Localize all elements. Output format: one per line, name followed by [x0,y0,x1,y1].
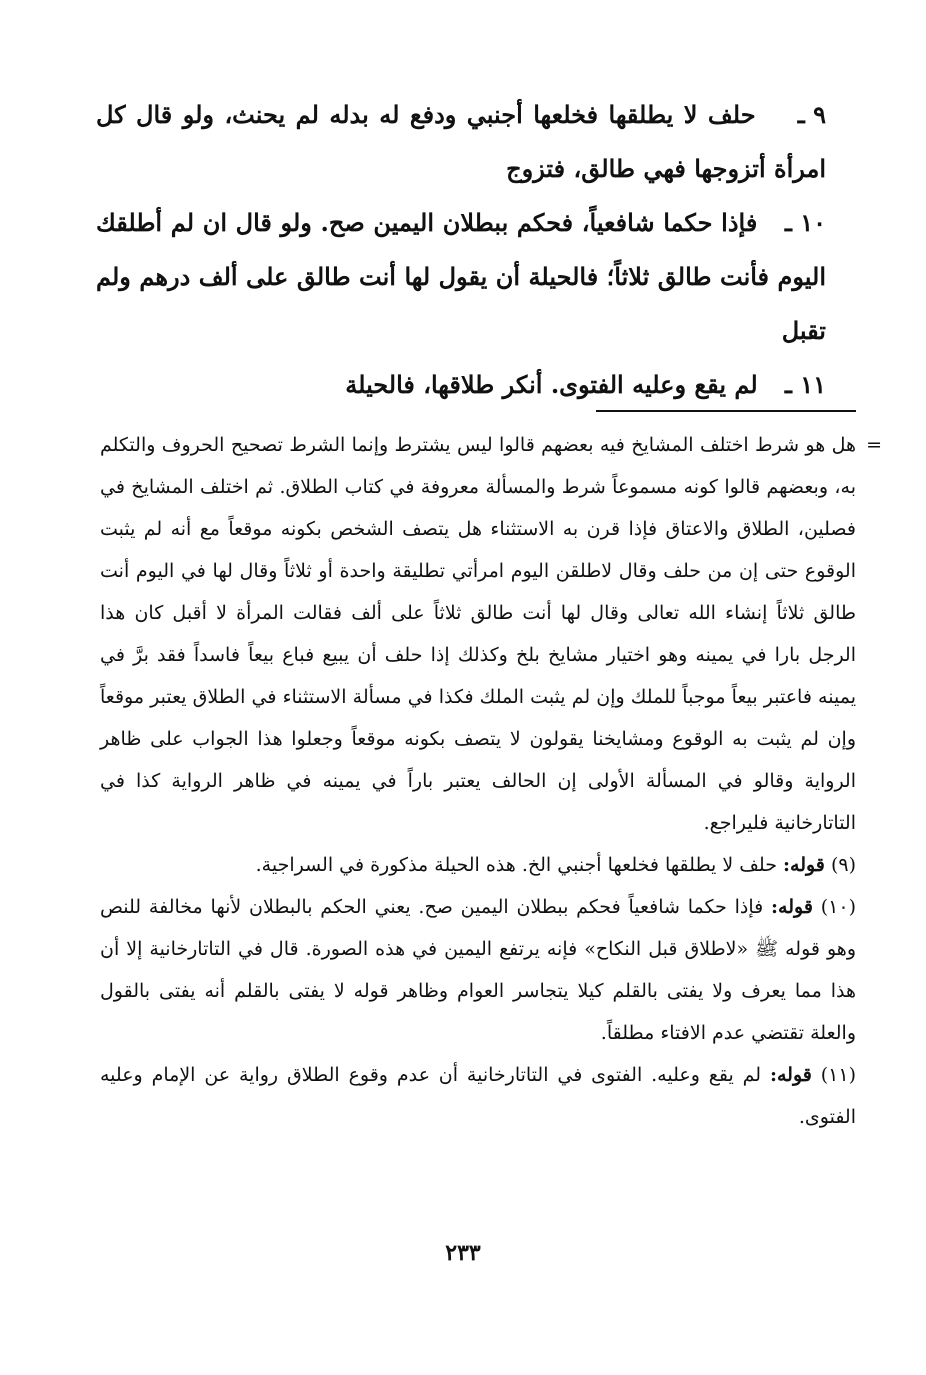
page-number: ٢٣٣ [445,1240,481,1266]
main-item-9 [96,88,826,196]
footnote-9 [100,844,856,886]
footnote-10 [100,886,856,1054]
footnote-keyword: قوله: [771,896,813,918]
footnotes [100,424,882,1138]
footnote-keyword: قوله: [783,854,825,876]
footnote-keyword: قوله: [769,1064,812,1086]
footnote-text: فإذا حكما شافعياً فحكم ببطلان اليمين صح. يعني الحكم بالبطلان لأنها مخالفة للنص وهو قوله ﷺ «لاطلاق قبل النكاح» فإنه يرتفع اليمين في هذه الصورة. قال في التاتارخانية إلا أن هذا مما يعرف ولا يفتى بالقلم كيلا يتجاسر العوام وظاهر قوله لا يفتى بالقلم أنه يفتى بالقول والعلة تقتضي عدم الافتاء مطلقاً. [100,896,856,1044]
continuation-mark: = [866,434,882,456]
item-text: لم يقع وعليه الفتوى. أنكر طلاقها، فالحيلة [345,370,758,399]
footnote-text: لم يقع وعليه. الفتوى في التاتارخانية أن عدم وقوع الطلاق رواية عن الإمام وعليه الفتوى. [100,1064,856,1128]
item-number: ٩ ـ [797,100,827,129]
main-item-10 [96,196,826,358]
footnote-divider [596,410,856,412]
footnote-continuation: هل هو شرط اختلف المشايخ فيه بعضهم قالوا ليس يشترط وإنما الشرط تصحيح الحروف والتكلم به، وبعضهم قالوا كونه مسموعاً شرط والمسألة معروفة في كتاب الطلاق. ثم اختلف المشايخ في فصلين، الطلاق والاعتاق فإذا قرن به الاستثناء هل يتصف الشخص بكونه موقعاً مع أنه لم يثبت الوقوع حتى إن من حلف وقال لاطلقن اليوم امرأتي تطليقة واحدة أو ثلاثاً وقال لها في اليوم أنت طالق ثلاثاً إنشاء الله تعالى وقال لها أنت طالق ثلاثاً على ألف فقالت المرأة لا أقبل كان هذا الرجل بارا في يمينه وهو اختيار مشايخ بلخ وكذلك إذا حلف أن يبيع فباع بيعاً فاسداً فقد برَّ في يمينه فاعتبر بيعاً موجباً للملك وإن لم يثبت الملك فكذا في مسألة الاستثناء في الطلاق يعتبر موقعاً وإن لم يثبت به الوقوع ومشايخنا يقولون لا يتصف بكونه موقعاً وجعلوا هذا الجواب على ظاهر الرواية وقالو في المسألة الأولى إن الحالف يعتبر باراً في يمينه في ظاهر الرواية كذا في التاتارخانية فليراجع. [100,434,856,834]
main-text [96,88,826,412]
footnote-number: (٩) [830,854,856,876]
main-item-11 [96,358,826,412]
footnote-number: (١١) [820,1064,856,1086]
item-text: حلف لا يطلقها فخلعها أجنبي ودفع له بدله لم يحنث، ولو قال كل امرأة أتزوجها فهي طالق، فتزوج [96,100,826,183]
footnote-text: حلف لا يطلقها فخلعها أجنبي الخ. هذه الحيلة مذكورة في السراجية. [255,854,777,876]
item-text: فإذا حكما شافعياً، فحكم ببطلان اليمين صح. ولو قال ان لم أطلقك اليوم فأنت طالق ثلاثاً؛ فالحيلة أن يقول لها أنت طالق على ألف درهم ولم تقبل [96,208,826,345]
item-number: ١١ ـ [784,370,826,399]
footnote-number: (١٠) [820,896,856,918]
footnote-11 [100,1054,856,1138]
item-number: ١٠ ـ [784,208,826,237]
